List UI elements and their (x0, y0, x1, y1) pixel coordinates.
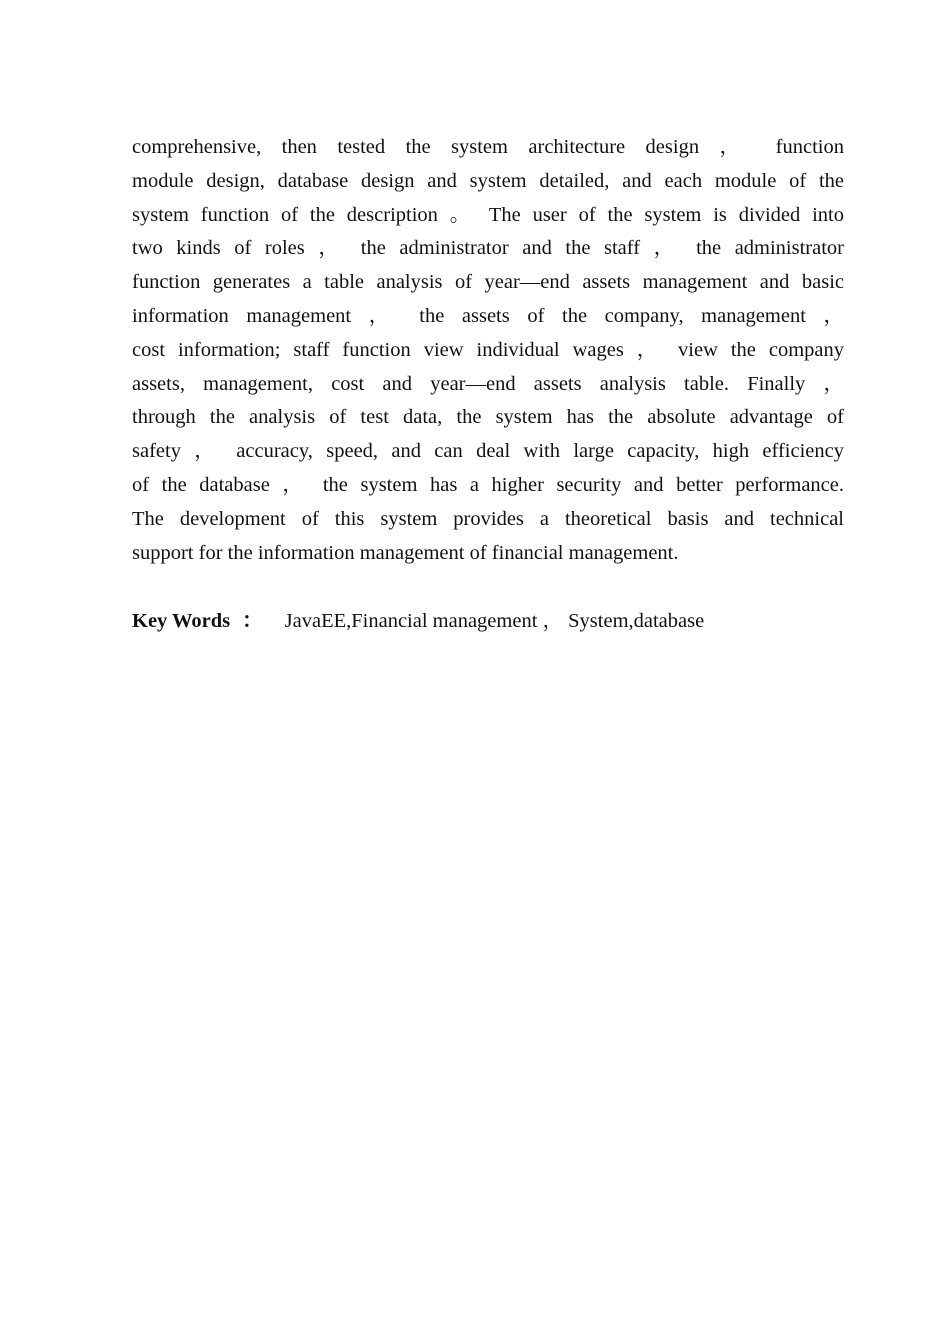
abstract-line-13: support for the information management of financial management. (132, 541, 679, 564)
abstract-line-12: The development of this system provides a theoretical basis and technical (132, 507, 844, 530)
abstract-line-5: function generates a table analysis of year—end assets management and basic (132, 271, 844, 294)
abstract-line-10: safety ， accuracy, speed, and can deal with large capacity, high efficiency (132, 440, 844, 463)
keywords-colon: ： (242, 610, 263, 632)
abstract-line-9: through the analysis of test data, the system has the absolute advantage of (132, 406, 844, 429)
keywords-line (132, 604, 844, 638)
abstract-line-6: information management ， the assets of the company, management ， (132, 304, 844, 327)
keywords-value: JavaEE,Financial management ， System,database (284, 610, 705, 632)
abstract-line-4: two kinds of roles ， the administrator and the staff ， the administrator (132, 237, 844, 260)
keywords-label: Key Words (132, 610, 231, 632)
abstract-line-1: comprehensive, then tested the system architecture design ， function (132, 136, 844, 158)
abstract-line-3: system function of the description 。 The user of the system is divided into (132, 203, 844, 226)
abstract-line-7: cost information; staff function view individual wages ， view the company (132, 338, 844, 361)
abstract-line-11: of the database ， the system has a higher security and better performance. (132, 473, 844, 496)
abstract-line-2: module design, database design and system detailed, and each module of the (132, 169, 844, 192)
abstract-paragraph (132, 131, 844, 570)
abstract-line-8: assets, management, cost and year—end assets analysis table. Finally ， (132, 372, 844, 395)
